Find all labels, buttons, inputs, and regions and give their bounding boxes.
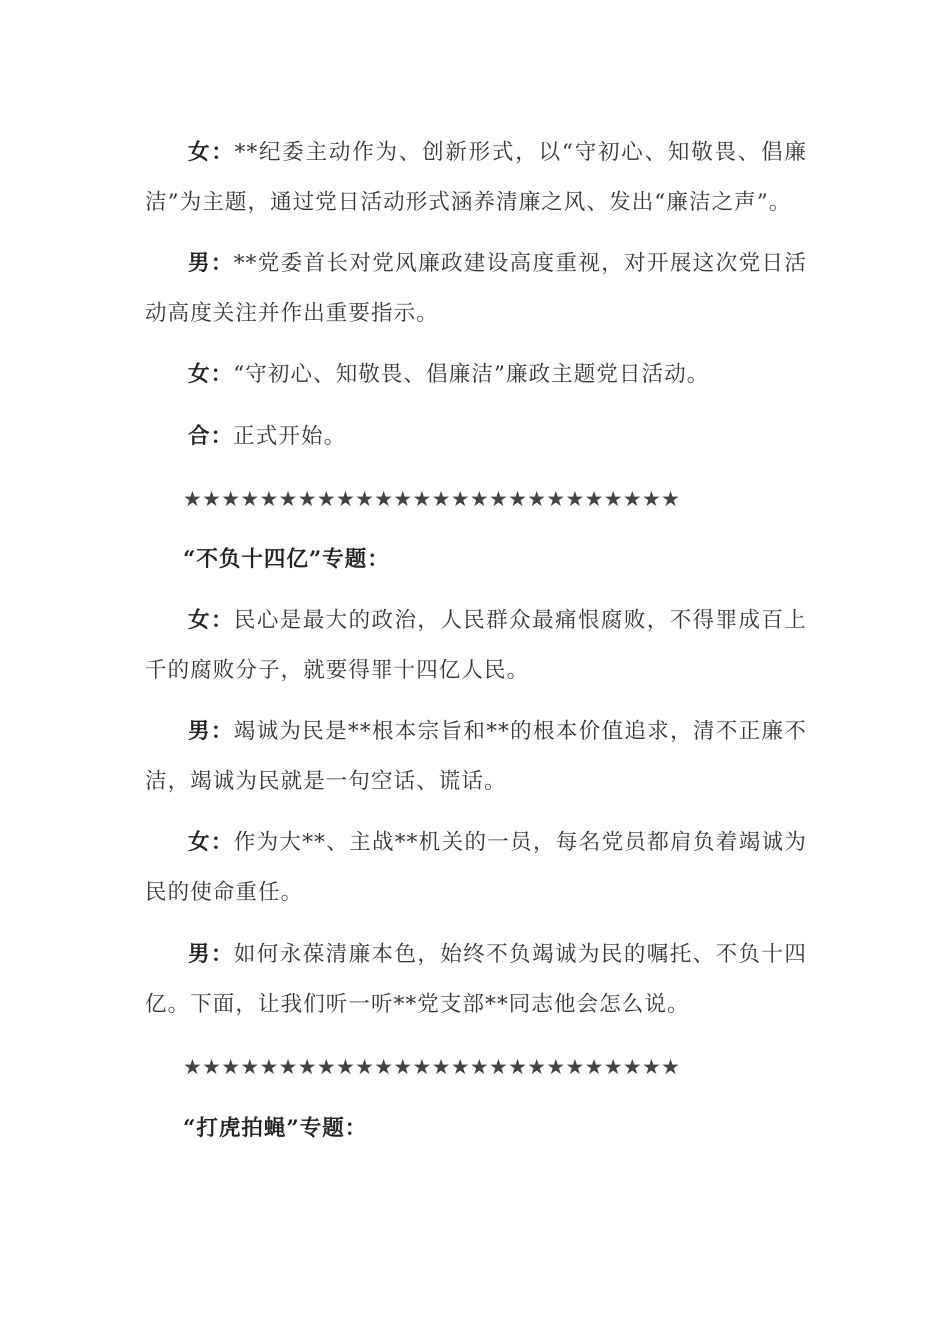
dialogue-paragraph (145, 818, 807, 918)
dialogue-paragraph (145, 707, 807, 807)
dialogue-paragraph (145, 596, 807, 696)
dialogue-text: 作为大**、主战**机关的一员，每名党员都肩负着竭诚为民的使命重任。 (145, 830, 808, 905)
speaker-label: 男： (188, 719, 234, 744)
speaker-label: 女： (188, 608, 234, 633)
dialogue-paragraph (145, 128, 807, 228)
speaker-label: 女： (188, 140, 235, 165)
speaker-label: 女： (188, 362, 234, 387)
dialogue-text: “守初心、知敬畏、倡廉洁”廉政主题党日活动。 (233, 362, 710, 387)
speaker-label: 男： (188, 942, 234, 967)
dialogue-paragraph (145, 930, 807, 1030)
star-divider: ★★★★★★★★★★★★★★★★★★★★★★★★★★ (183, 1055, 681, 1079)
dialogue-text: 如何永葆清廉本色，始终不负竭诚为民的嘱托、不负十四亿。下面，让我们听一听**党支部**同志他会怎么说。 (145, 942, 807, 1017)
dialogue-text: 正式开始。 (233, 424, 347, 449)
dialogue-text: 竭诚为民是**根本宗旨和**的根本价值追求，清不正廉不洁，竭诚为民就是一句空话、谎话。 (145, 719, 808, 794)
section-heading: “不负十四亿”专题： (183, 547, 390, 572)
dialogue-paragraph (145, 350, 807, 400)
dialogue-text: 民心是最大的政治，人民群众最痛恨腐败，不得罪成百上千的腐败分子，就要得罪十四亿人民。 (145, 608, 807, 683)
dialogue-text: **党委首长对党风廉政建设高度重视，对开展这次党日活动高度关注并作出重要指示。 (145, 251, 807, 326)
speaker-label: 女： (188, 830, 234, 855)
dialogue-paragraph (145, 412, 807, 462)
speaker-label: 男： (188, 251, 234, 276)
star-divider: ★★★★★★★★★★★★★★★★★★★★★★★★★★ (183, 487, 681, 511)
speaker-label: 合： (188, 424, 234, 449)
dialogue-text: **纪委主动作为、创新形式，以“守初心、知敬畏、倡廉洁”为主题，通过党日活动形式涵养清廉之风、发出“廉洁之声”。 (145, 140, 808, 215)
dialogue-paragraph (145, 239, 807, 339)
section-heading: “打虎拍蝇”专题： (183, 1116, 368, 1141)
